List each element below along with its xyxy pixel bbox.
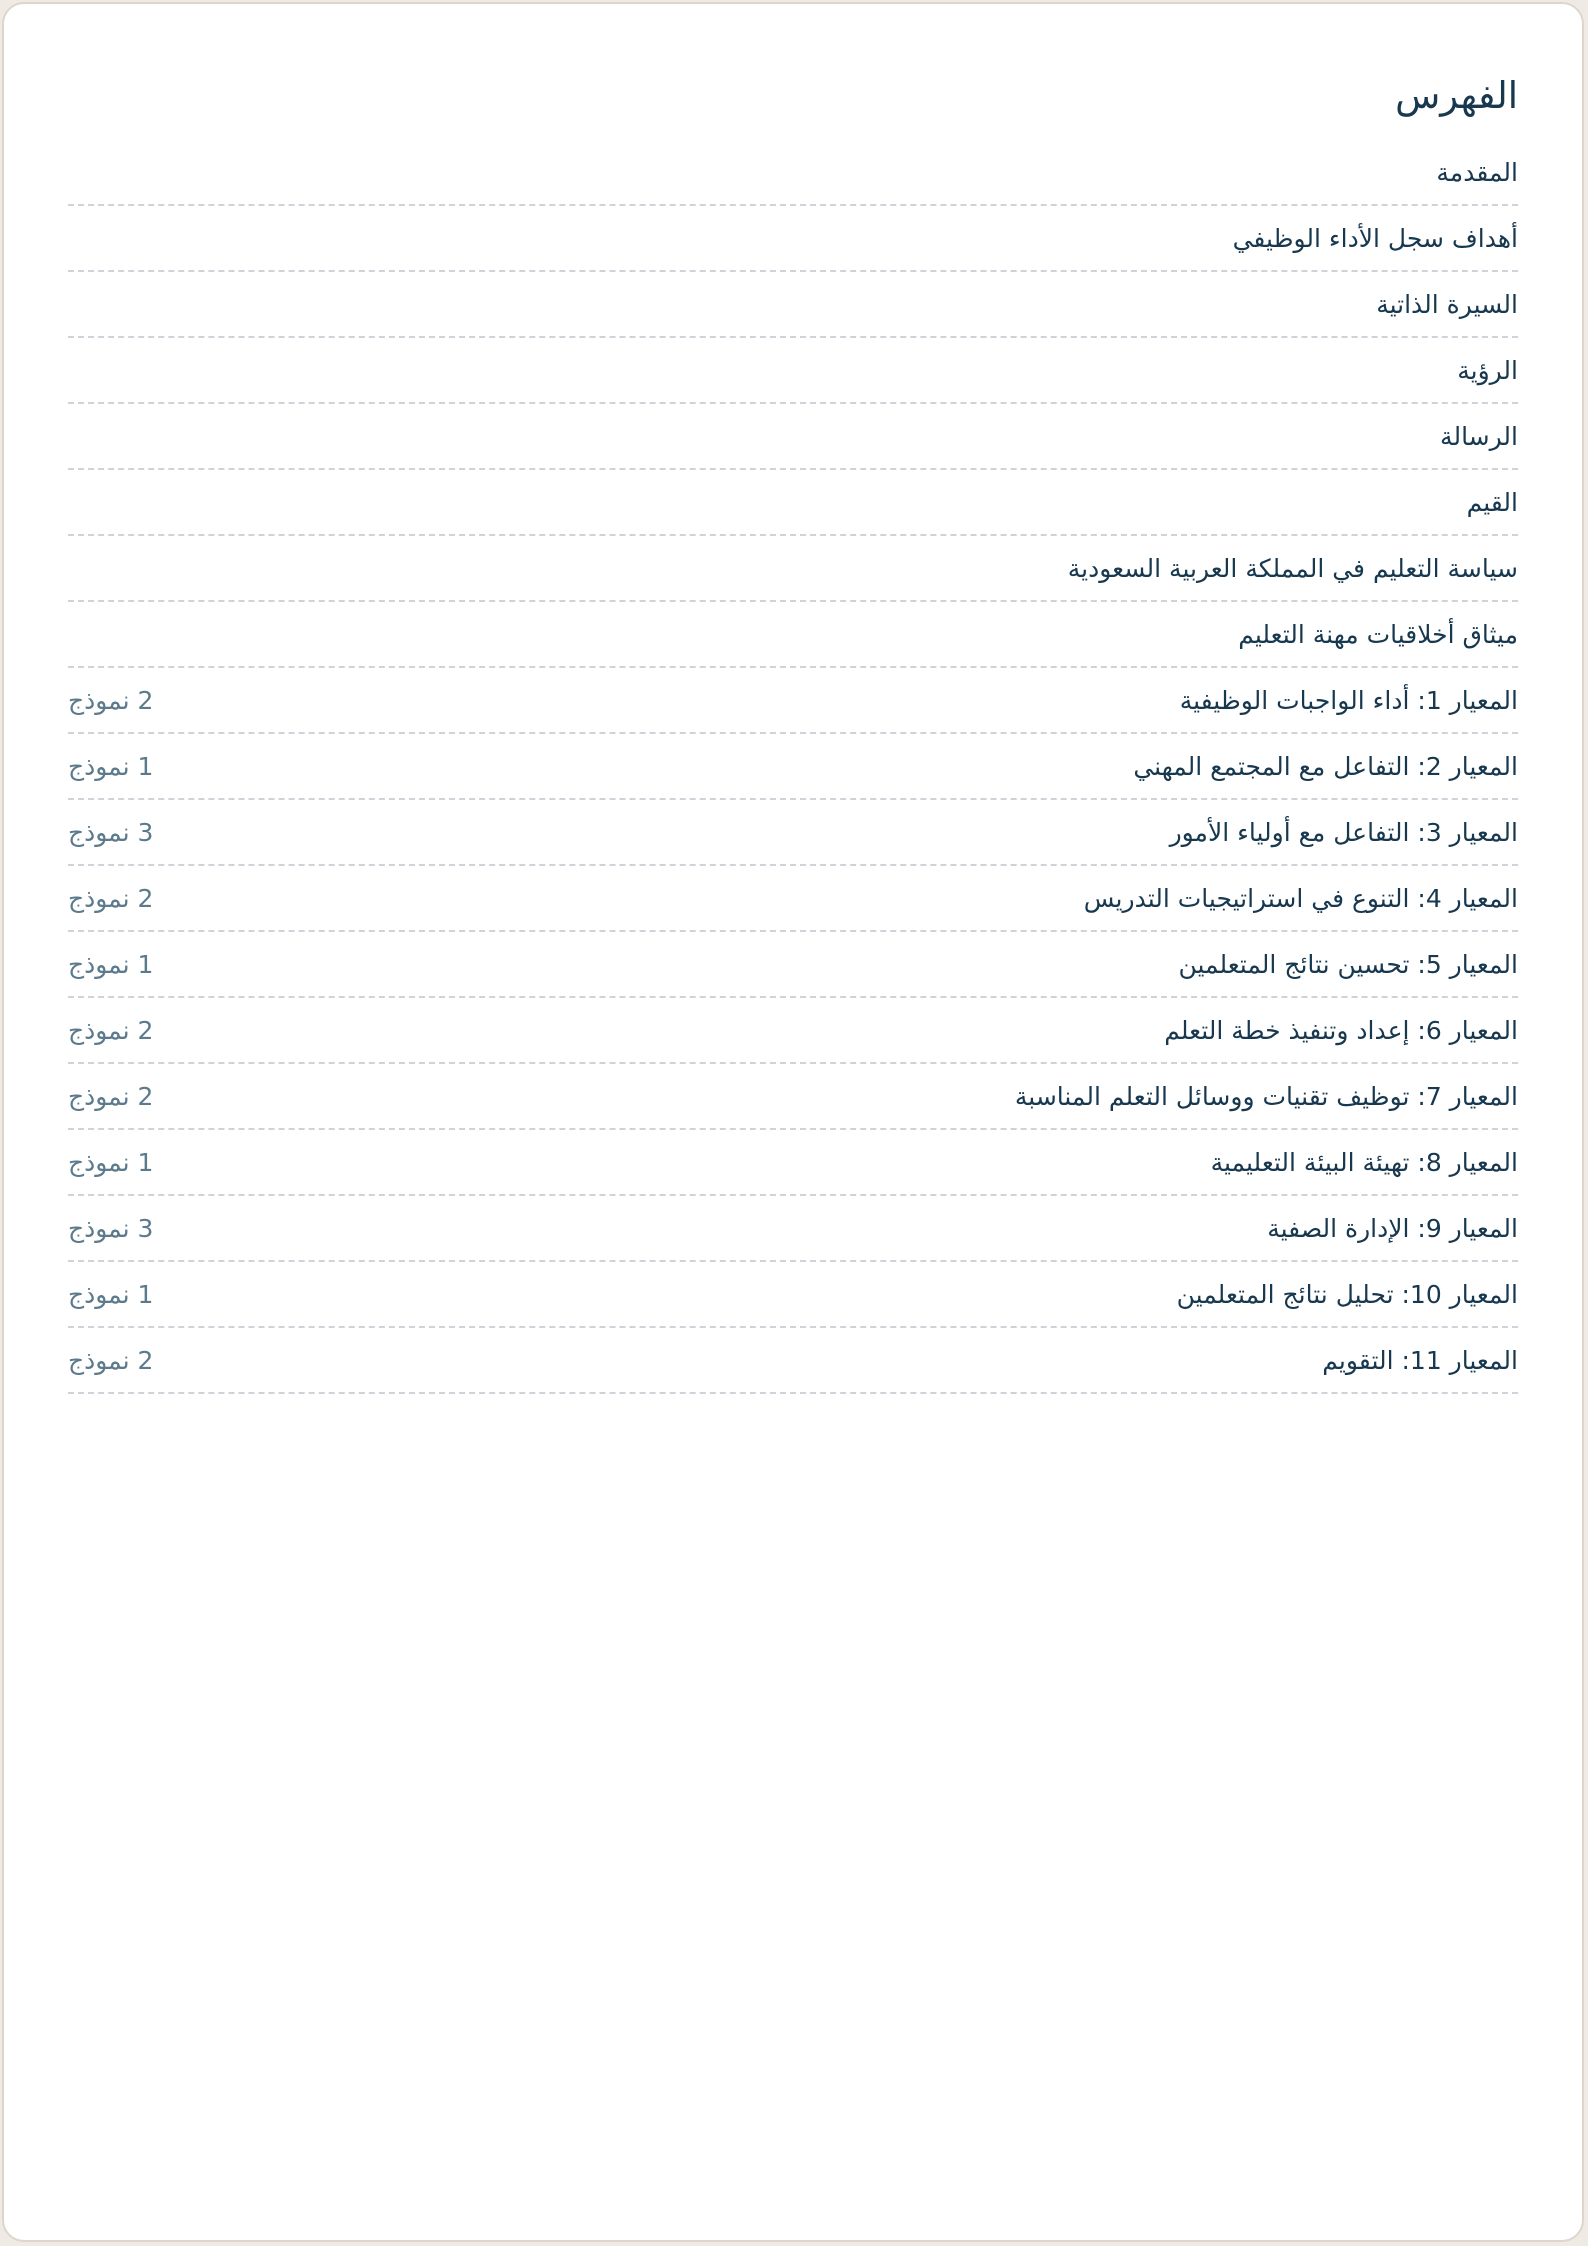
document-page <box>2 2 1584 2242</box>
index-item-label: المعيار 3: التفاعل مع أولياء الأمور <box>1169 817 1518 847</box>
index-item[interactable] <box>68 536 1518 602</box>
index-item[interactable] <box>68 1130 1518 1196</box>
index-item[interactable] <box>68 1328 1518 1394</box>
index-title: الفهرس <box>1395 74 1518 117</box>
index-item-label: المعيار 7: توظيف تقنيات ووسائل التعلم المناسبة <box>1014 1081 1518 1111</box>
index-item-label: المعيار 1: أداء الواجبات الوظيفية <box>1179 685 1518 715</box>
index-item-label: المعيار 8: تهيئة البيئة التعليمية <box>1210 1147 1518 1177</box>
index-item[interactable] <box>68 1262 1518 1328</box>
index-item[interactable] <box>68 1196 1518 1262</box>
index-item[interactable] <box>68 140 1518 206</box>
index-item-label: المعيار 2: التفاعل مع المجتمع المهني <box>1133 751 1518 781</box>
index-list <box>68 140 1518 1394</box>
index-item-label: المعيار 5: تحسين نتائج المتعلمين <box>1178 949 1518 979</box>
index-item[interactable] <box>68 1064 1518 1130</box>
index-item-label: المعيار 6: إعداد وتنفيذ خطة التعلم <box>1164 1015 1518 1045</box>
index-item[interactable] <box>68 602 1518 668</box>
index-item-count: 1 نموذج <box>68 1279 154 1309</box>
index-item-label: الرسالة <box>1440 421 1518 451</box>
index-item-label: القيم <box>1466 487 1518 517</box>
index-item-label: ميثاق أخلاقيات مهنة التعليم <box>1238 619 1518 649</box>
index-item[interactable] <box>68 404 1518 470</box>
index-item[interactable] <box>68 734 1518 800</box>
index-item[interactable] <box>68 668 1518 734</box>
index-item-label: المعيار 11: التقويم <box>1322 1345 1518 1375</box>
index-item-count: 2 نموذج <box>68 1345 154 1375</box>
index-item-label: الرؤية <box>1457 355 1518 385</box>
index-item[interactable] <box>68 272 1518 338</box>
index-item-count: 2 نموذج <box>68 1015 154 1045</box>
index-item[interactable] <box>68 998 1518 1064</box>
index-item-label: المعيار 4: التنوع في استراتيجيات التدريس <box>1083 883 1518 913</box>
index-item[interactable] <box>68 800 1518 866</box>
index-item-label: المعيار 10: تحليل نتائج المتعلمين <box>1176 1279 1518 1309</box>
index-item-count: 2 نموذج <box>68 1081 154 1111</box>
index-section <box>68 66 1518 1394</box>
index-item-count: 2 نموذج <box>68 883 154 913</box>
index-item[interactable] <box>68 206 1518 272</box>
index-item-count: 1 نموذج <box>68 1147 154 1177</box>
index-item-count: 2 نموذج <box>68 685 154 715</box>
index-item[interactable] <box>68 470 1518 536</box>
index-item-label: المقدمة <box>1436 157 1518 187</box>
index-item[interactable] <box>68 866 1518 932</box>
index-item[interactable] <box>68 338 1518 404</box>
index-item-label: السيرة الذاتية <box>1376 289 1518 319</box>
index-item-count: 3 نموذج <box>68 817 154 847</box>
index-item-count: 1 نموذج <box>68 949 154 979</box>
index-item-label: المعيار 9: الإدارة الصفية <box>1267 1213 1518 1243</box>
index-item-count: 3 نموذج <box>68 1213 154 1243</box>
index-item-count: 1 نموذج <box>68 751 154 781</box>
index-item-label: سياسة التعليم في المملكة العربية السعودية <box>1067 553 1518 583</box>
index-item-label: أهداف سجل الأداء الوظيفي <box>1232 223 1518 253</box>
index-item[interactable] <box>68 932 1518 998</box>
